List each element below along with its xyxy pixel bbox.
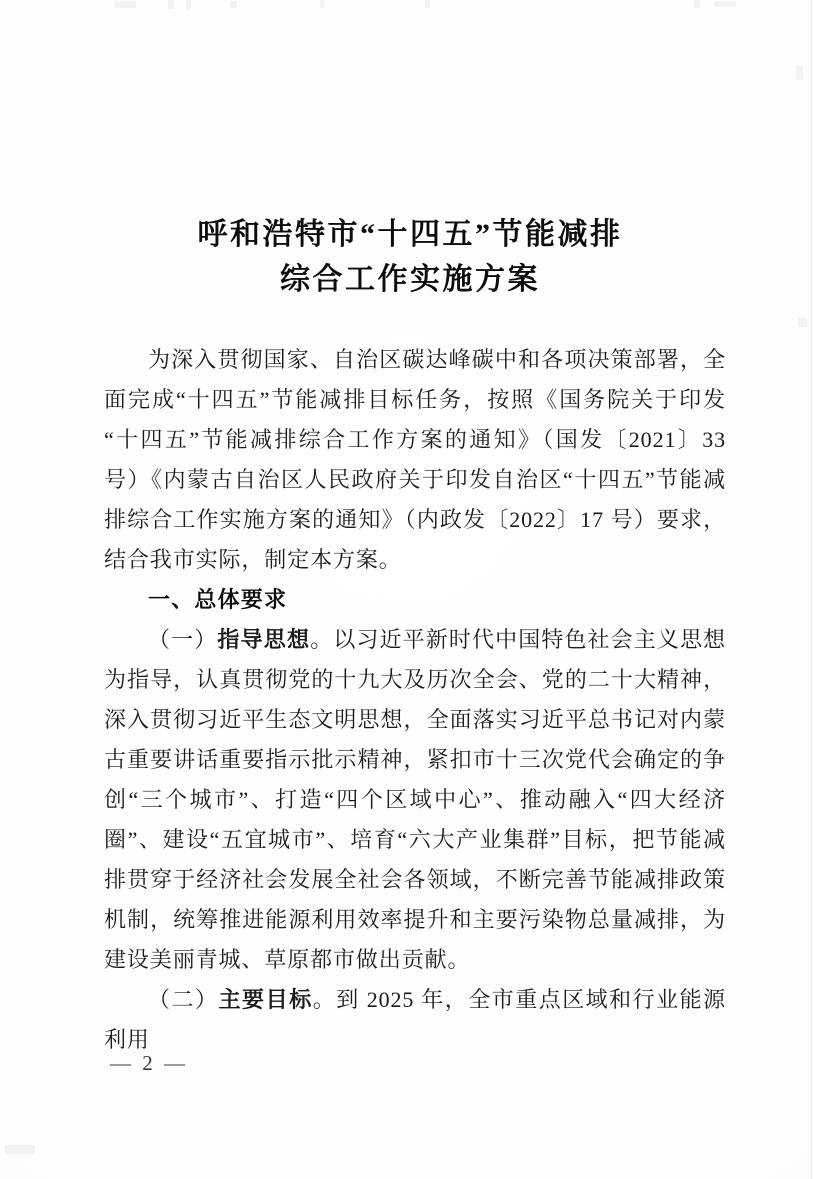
item-label-two: （二） bbox=[148, 987, 219, 1012]
paragraph-guiding-ideology bbox=[104, 620, 726, 980]
page-number: — 2 — bbox=[110, 1051, 188, 1075]
item-title-guiding-ideology: 指导思想 bbox=[217, 627, 311, 652]
paragraph-main-objectives bbox=[104, 980, 726, 1060]
item-label-one: （一） bbox=[148, 627, 218, 652]
item-body-guiding-ideology: 。以习近平新时代中国特色社会主义思想为指导，认真贯彻党的十九大及历次全会、党的二十大精神，深入贯彻习近平生态文明思想，全面落实习近平总书记对内蒙古重要讲话重要指示批示精神，紧扣市十三次党代会确定的争创“三个城市”、打造“四个区域中心”、推动融入“四大经济圈”、建设“五宜城市”、培育“六大产业集群”目标，把节能减排贯穿于经济社会发展全社会各领域，不断完善节能减排政策机制，统筹推进能源利用效率提升和主要污染物总量减排，为建设美丽青城、草原都市做出贡献。 bbox=[104, 627, 727, 972]
title-line-2: 综合工作实施方案 bbox=[280, 263, 540, 296]
section-heading-overall-requirements: 一、总体要求 bbox=[148, 587, 288, 612]
item-title-main-objectives: 主要目标 bbox=[218, 987, 313, 1012]
body-text-column bbox=[104, 340, 726, 1060]
paragraph-preamble: 为深入贯彻国家、自治区碳达峰碳中和各项决策部署，全面完成“十四五”节能减排目标任务，按照《国务院关于印发“十四五”节能减排综合工作方案的通知》（国发〔2021〕33 号）《内蒙古自治区人民政府关于印发自治区“十四五”节能减排综合工作实施方案的通知》（内政发〔2022〕17 号）要求，结合我市实际，制定本方案。 bbox=[104, 347, 726, 572]
title-line-1: 呼和浩特市“十四五”节能减排 bbox=[197, 218, 623, 251]
page-title bbox=[94, 212, 726, 302]
item-body-main-objectives: 。到 2025 年，全市重点区域和行业能源利用 bbox=[104, 987, 726, 1052]
